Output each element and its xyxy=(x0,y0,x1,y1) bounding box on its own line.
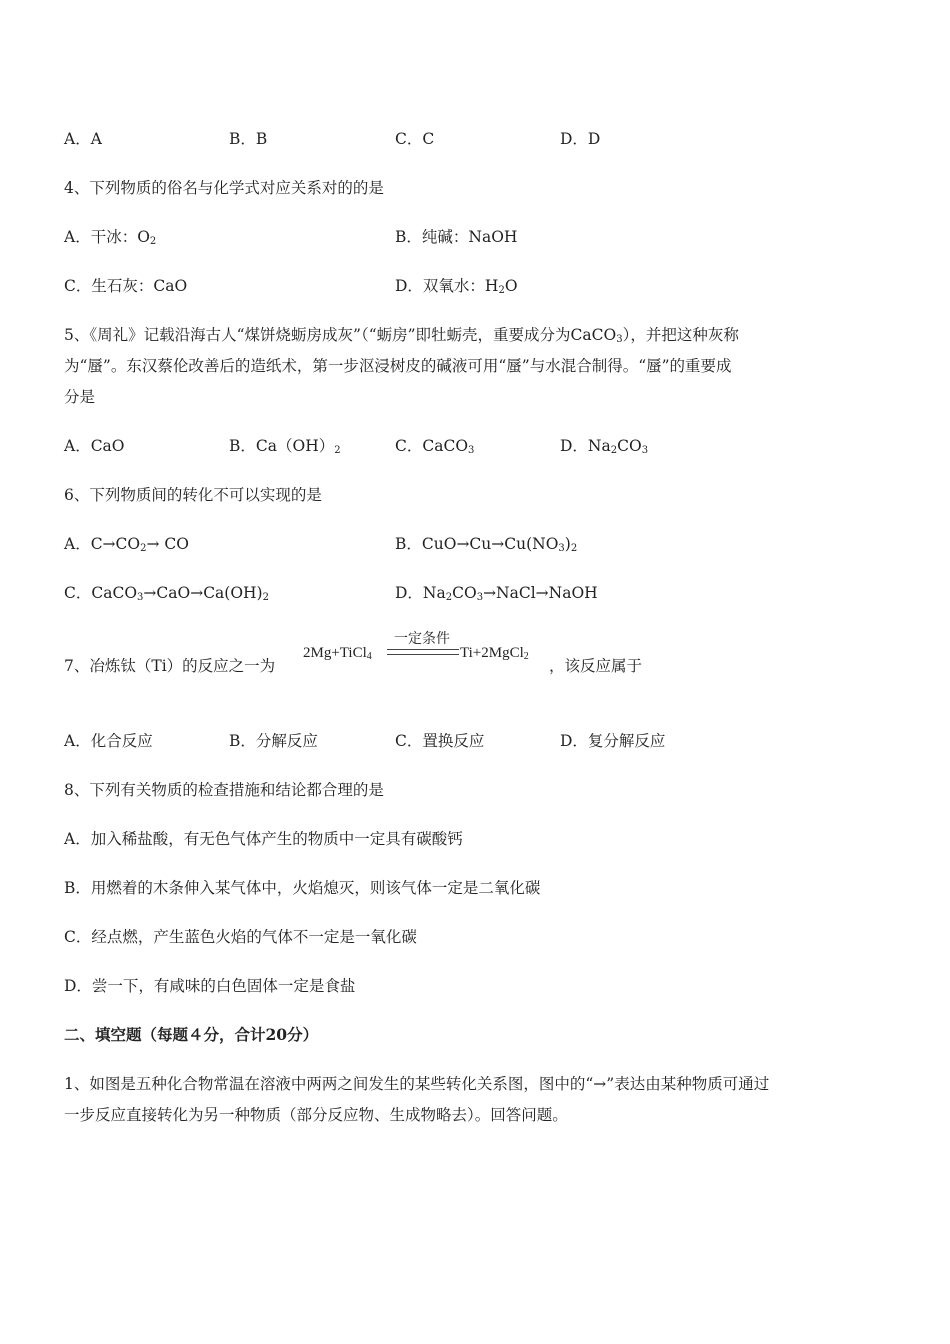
q7-option-c: C．置换反应 xyxy=(395,732,485,750)
q8-option-d: D．尝一下，有咸味的白色固体一定是食盐 xyxy=(64,977,356,995)
q3-option-c: C．C xyxy=(395,130,435,148)
q4-stem: 4、下列物质的俗名与化学式对应关系对的的是 xyxy=(64,179,384,197)
fill1-stem-line2: 一步反应直接转化为另一种物质（部分反应物、生成物略去）。回答问题。 xyxy=(64,1106,568,1124)
q8-option-a: A．加入稀盐酸，有无色气体产生的物质中一定具有碳酸钙 xyxy=(64,830,463,848)
q7-option-b: B．分解反应 xyxy=(229,732,318,750)
q6-option-a: A．$C\to CO_2\to$ CO xyxy=(64,535,189,554)
q3-option-b: B．B xyxy=(229,130,268,148)
q7-option-d: D．复分解反应 xyxy=(560,732,666,750)
q3-option-d: D．D xyxy=(560,130,601,148)
reaction-reactants: 2Mg+TiCl$_4$ xyxy=(303,645,372,662)
q8-stem: 8、下列有关物质的检查措施和结论都合理的是 xyxy=(64,781,384,799)
q5-option-a: A．CaO xyxy=(64,437,125,455)
q4-option-b: B．纯碱：NaOH xyxy=(395,228,518,246)
q5-stem-line3: 分是 xyxy=(64,388,96,406)
q3-option-a: A．A xyxy=(64,130,102,148)
q5-option-b: B．$Ca(OH)_2$ xyxy=(229,437,341,456)
q8-option-c: C．经点燃，产生蓝色火焰的气体不一定是一氧化碳 xyxy=(64,928,417,946)
reaction-equals-sign xyxy=(387,649,459,655)
q7-stem-tail: ，该反应属于 xyxy=(549,657,643,675)
q5-option-d: D．$Na_2CO_3$ xyxy=(560,437,649,456)
q5-stem-line1: 5、《周礼》记载沿海古人“煤饼烧蛎房成灰”（“蛎房”即牡蛎壳，重要成分为CaCO$_3$），并把这种灰称 xyxy=(64,326,739,345)
q6-option-b: B．$CuO\to Cu\to Cu(NO_3)_2$ xyxy=(395,535,578,554)
fill1-stem-line1: 1、如图是五种化合物常温在溶液中两两之间发生的某些转化关系图，图中的“→”表达由某种物质可通过 xyxy=(64,1075,770,1093)
q7-stem: 7、冶炼钛（Ti）的反应之一为 xyxy=(64,657,276,675)
q4-option-d: D．双氧水：$H_2O$ xyxy=(395,277,518,296)
q7-option-a: A．化合反应 xyxy=(64,732,153,750)
q6-option-c: C．$CaCO_3\to CaO\to Ca(OH)_2$ xyxy=(64,584,269,603)
q8-option-b: B．用燃着的木条伸入某气体中，火焰熄灭，则该气体一定是二氧化碳 xyxy=(64,879,541,897)
q4-option-c: C．生石灰：CaO xyxy=(64,277,188,295)
reaction-condition: 一定条件 xyxy=(394,631,450,647)
section-heading: 二、填空题（每题４分，合计20分） xyxy=(64,1025,319,1044)
q6-stem: 6、下列物质间的转化不可以实现的是 xyxy=(64,486,322,504)
q6-option-d: D．$Na_2CO_3\to NaCl\to NaOH$ xyxy=(395,584,598,603)
q5-stem-line2: 为“蜃”。东汉蔡伦改善后的造纸术，第一步沤浸树皮的碱液可用“蜃”与水混合制得。“蜃”的重要成 xyxy=(64,357,732,375)
q7-reaction-equation xyxy=(303,628,543,678)
q4-option-a: A．干冰：$O_2$ xyxy=(64,228,157,247)
q5-option-c: C．CaCO$_3$ xyxy=(395,437,475,456)
reaction-products: Ti+2MgCl$_2$ xyxy=(460,645,529,662)
